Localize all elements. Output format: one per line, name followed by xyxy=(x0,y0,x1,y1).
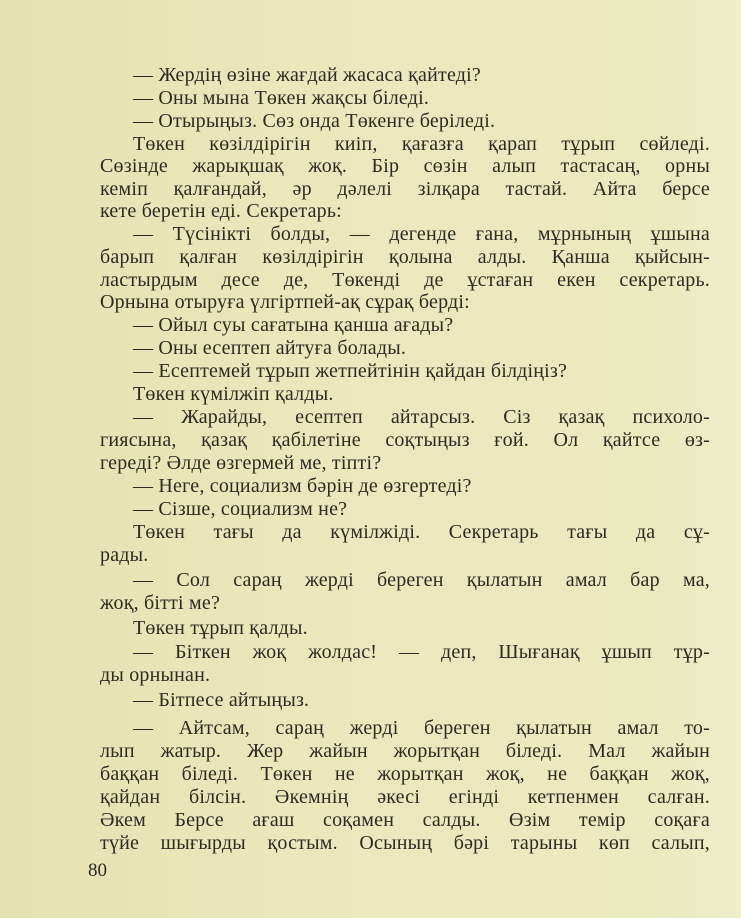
text-line: — Сол сараң жерді береген қылатын амал бар ма, xyxy=(133,569,710,591)
text-line: ды орнынан. xyxy=(100,664,211,686)
text-line: — Сізше, социализм не? xyxy=(133,498,348,520)
text-line: ластырдым десе де, Төкенді де ұстаған екен секретарь. xyxy=(100,269,710,291)
text-line: барып қалған көзілдірігін қолына алды. Қанша қыйсын- xyxy=(100,246,710,268)
text-line: — Оны есептеп айтуға болады. xyxy=(133,337,407,359)
text-line: Төкен тағы да күмілжіді. Секретарь тағы да сұ- xyxy=(133,521,710,543)
text-line: Төкен тұрып қалды. xyxy=(133,617,308,639)
text-line: лып жатыр. Жер жайын жорытқан біледі. Мал жайын xyxy=(100,740,710,762)
text-line: — Жарайды, есептеп айтарсыз. Сіз қазақ психоло- xyxy=(133,406,710,428)
text-line: гереді? Әлде өзгермей ме, тіпті? xyxy=(100,452,382,474)
text-line: — Отырыңыз. Сөз онда Төкенге беріледі. xyxy=(133,110,496,132)
text-line: қайдан білсін. Әкемнің әкесі егінді кетпенмен салған. xyxy=(100,786,710,808)
text-line: Төкен күмілжіп қалды. xyxy=(133,383,334,405)
text-line: гиясына, қазақ қабілетіне соқтыңыз ғой. Ол қайтсе өз- xyxy=(100,429,710,451)
text-line: — Оны мына Төкен жақсы біледі. xyxy=(133,87,430,109)
text-line: — Неге, социализм бәрін де өзгертеді? xyxy=(133,475,472,497)
text-line: рады. xyxy=(100,544,149,566)
text-line: Әкем Берсе ағаш соқамен салды. Өзім темір соқаға xyxy=(100,809,710,831)
text-line: — Айтсам, сараң жерді береген қылатын амал то- xyxy=(133,717,710,739)
text-line: — Есептемей тұрып жетпейтінін қайдан білдіңіз? xyxy=(133,360,568,382)
text-line: — Түсінікті болды, — дегенде ғана, мұрнының ұшына xyxy=(133,223,710,245)
text-line: — Біткен жоқ жолдас! — деп, Шығанақ ұшып тұр- xyxy=(133,641,710,663)
text-line: кете беретін еді. Секретарь: xyxy=(100,200,342,222)
text-line: — Ойыл суы сағатына қанша ағады? xyxy=(133,314,454,336)
text-line: жоқ, бітті ме? xyxy=(100,592,221,614)
text-line: — Бітпесе айтыңыз. xyxy=(133,689,310,711)
text-line: Сөзінде жарықшақ жоқ. Бір сөзін алып тастасаң, орны xyxy=(100,155,710,177)
text-line: Төкен көзілдірігін киіп, қағазға қарап тұрып сөйледі. xyxy=(133,133,710,155)
text-line: баққан біледі. Төкен не жорытқан жоқ, не баққан жоқ, xyxy=(100,763,710,785)
text-line: Орнына отыруға үлгіртпей-ақ сұрақ берді: xyxy=(100,291,470,313)
text-line: түйе шығырды қостым. Осының бәрі тарыны көп салып, xyxy=(100,832,710,854)
text-line: — Жердің өзіне жағдай жасаса қайтеді? xyxy=(133,64,481,86)
text-line: кеміп қалғандай, әр дәлелі зілқара тастай. Айта берсе xyxy=(100,178,710,200)
page-number: 80 xyxy=(88,860,107,881)
